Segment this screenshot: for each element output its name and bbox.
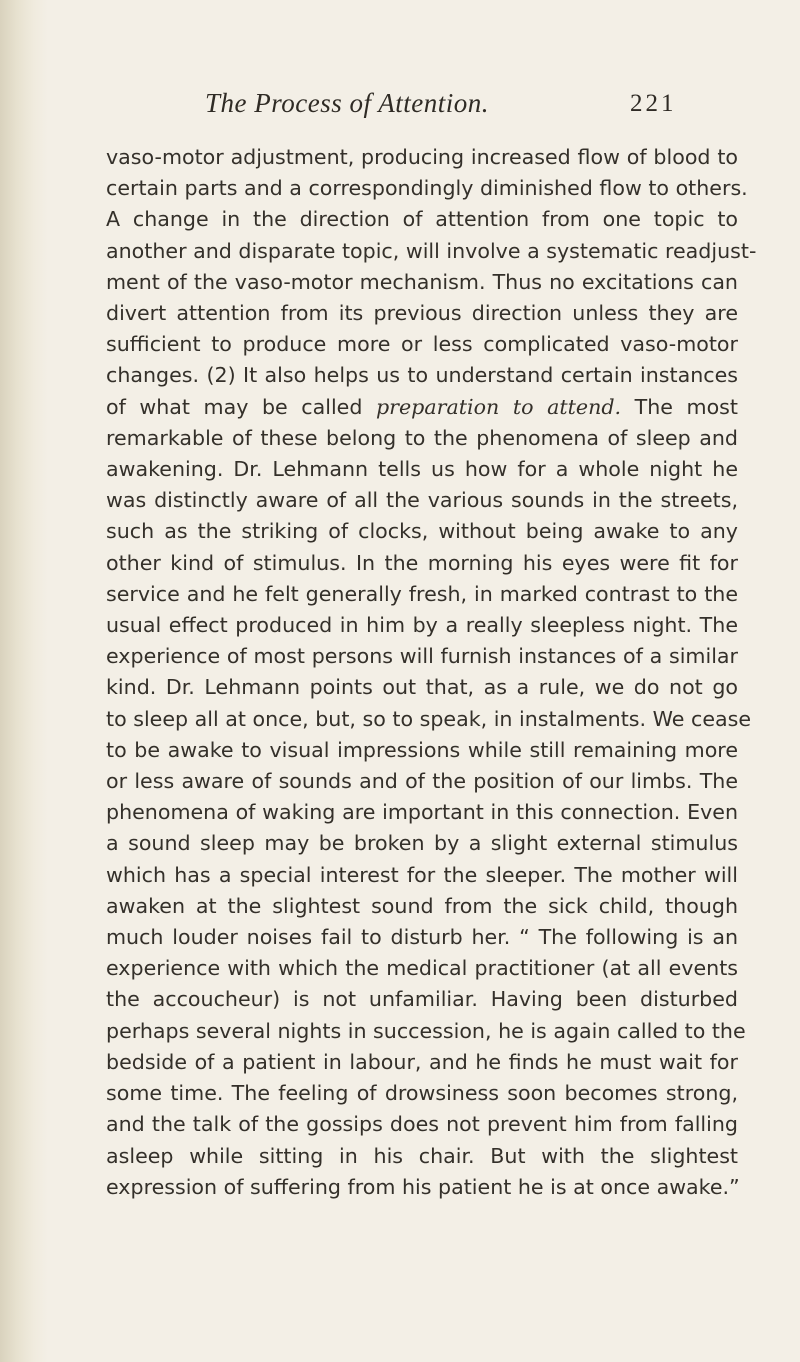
text-segment: or less aware of sounds and of the position of our limbs. The [106, 769, 738, 794]
text-segment: experience of most persons will furnish instances of a similar [106, 644, 738, 669]
text-line [106, 204, 738, 235]
text-line [106, 267, 738, 298]
text-line [106, 891, 738, 922]
page-gutter-shadow [0, 0, 48, 1362]
text-segment: ment of the vaso-motor mechanism. Thus no excitations can [106, 269, 738, 294]
text-line [106, 1172, 738, 1203]
text-line [106, 1047, 738, 1078]
text-line [106, 672, 738, 703]
text-line [106, 704, 752, 735]
text-line [106, 392, 738, 423]
text-line [106, 485, 738, 516]
text-segment: asleep while sitting in his chair. But with the slightest [106, 1143, 738, 1168]
text-line [106, 984, 738, 1015]
text-segment: kind. Dr. Lehmann points out that, as a rule, we do not go [106, 675, 738, 700]
text-segment: changes. (2) It also helps us to understand certain instances [106, 363, 738, 388]
text-segment: such as the striking of clocks, without being awake to any [106, 519, 738, 544]
text-segment: divert attention from its previous direction unless they are [106, 301, 738, 326]
text-line [106, 735, 738, 766]
text-segment: perhaps several nights in succession, he is again called to the [106, 1018, 746, 1043]
text-line [106, 329, 738, 360]
text-segment: The most [621, 394, 738, 419]
text-segment: usual effect produced in him by a really sleepless night. The [106, 613, 738, 638]
text-line [106, 766, 738, 797]
text-segment: experience with which the medical practitioner (at all events [106, 956, 738, 981]
text-segment: bedside of a patient in labour, and he finds he must wait for [106, 1049, 738, 1074]
text-segment: expression of suffering from his patient he is at once awake.” [106, 1174, 740, 1199]
text-segment: was distinctly aware of all the various sounds in the streets, [106, 488, 738, 513]
emphasis-text: preparation to attend. [375, 394, 622, 419]
text-segment: much louder noises fail to disturb her. “ The following is an [106, 925, 738, 950]
text-line [106, 797, 738, 828]
text-line [106, 516, 738, 547]
text-segment: other kind of stimulus. In the morning his eyes were fit for [106, 550, 738, 575]
text-segment: which has a special interest for the sleeper. The mother will [106, 862, 738, 887]
text-segment: to sleep all at once, but, so to speak, in instalments. We cease [106, 706, 752, 731]
text-line [106, 1078, 738, 1109]
text-segment: A change in the direction of attention from one topic to [106, 207, 738, 232]
text-segment: some time. The feeling of drowsiness soon becomes strong, [106, 1081, 738, 1106]
running-head [0, 88, 800, 128]
text-line [106, 1141, 738, 1172]
text-line [106, 236, 757, 267]
text-line [106, 1016, 746, 1047]
text-line [106, 423, 738, 454]
text-segment: to be awake to visual impressions while still remaining more [106, 737, 738, 762]
text-segment: awakening. Dr. Lehmann tells us how for a whole night he [106, 457, 738, 482]
text-segment: awaken at the slightest sound from the sick child, though [106, 893, 738, 918]
text-line [106, 142, 738, 173]
text-segment: service and he felt generally fresh, in marked contrast to the [106, 581, 738, 606]
text-line [106, 828, 738, 859]
text-segment: remarkable of these belong to the phenomena of sleep and [106, 425, 738, 450]
text-line [106, 641, 738, 672]
text-segment: certain parts and a correspondingly diminished flow to others. [106, 176, 748, 201]
text-line [106, 360, 738, 391]
text-line [106, 579, 738, 610]
text-line [106, 548, 738, 579]
body-text [106, 142, 757, 1203]
text-segment: another and disparate topic, will involve a systematic readjust- [106, 238, 757, 263]
text-segment: sufficient to produce more or less complicated vaso-motor [106, 332, 738, 357]
text-segment: the accoucheur) is not unfamiliar. Having been disturbed [106, 987, 738, 1012]
text-line [106, 922, 738, 953]
text-line [106, 1109, 738, 1140]
text-line [106, 610, 738, 641]
page-number: 221 [630, 90, 677, 117]
text-line [106, 454, 738, 485]
text-segment: of what may be called [106, 394, 376, 419]
text-line [106, 860, 738, 891]
text-line [106, 298, 738, 329]
running-head-title: The Process of Attention. [205, 88, 489, 118]
text-line [106, 953, 738, 984]
text-segment: and the talk of the gossips does not prevent him from falling [106, 1112, 738, 1137]
text-segment: phenomena of waking are important in this connection. Even [106, 800, 738, 825]
text-line [106, 173, 748, 204]
text-segment: vaso-motor adjustment, producing increased flow of blood to [106, 145, 738, 169]
text-segment: a sound sleep may be broken by a slight external stimulus [106, 831, 738, 856]
